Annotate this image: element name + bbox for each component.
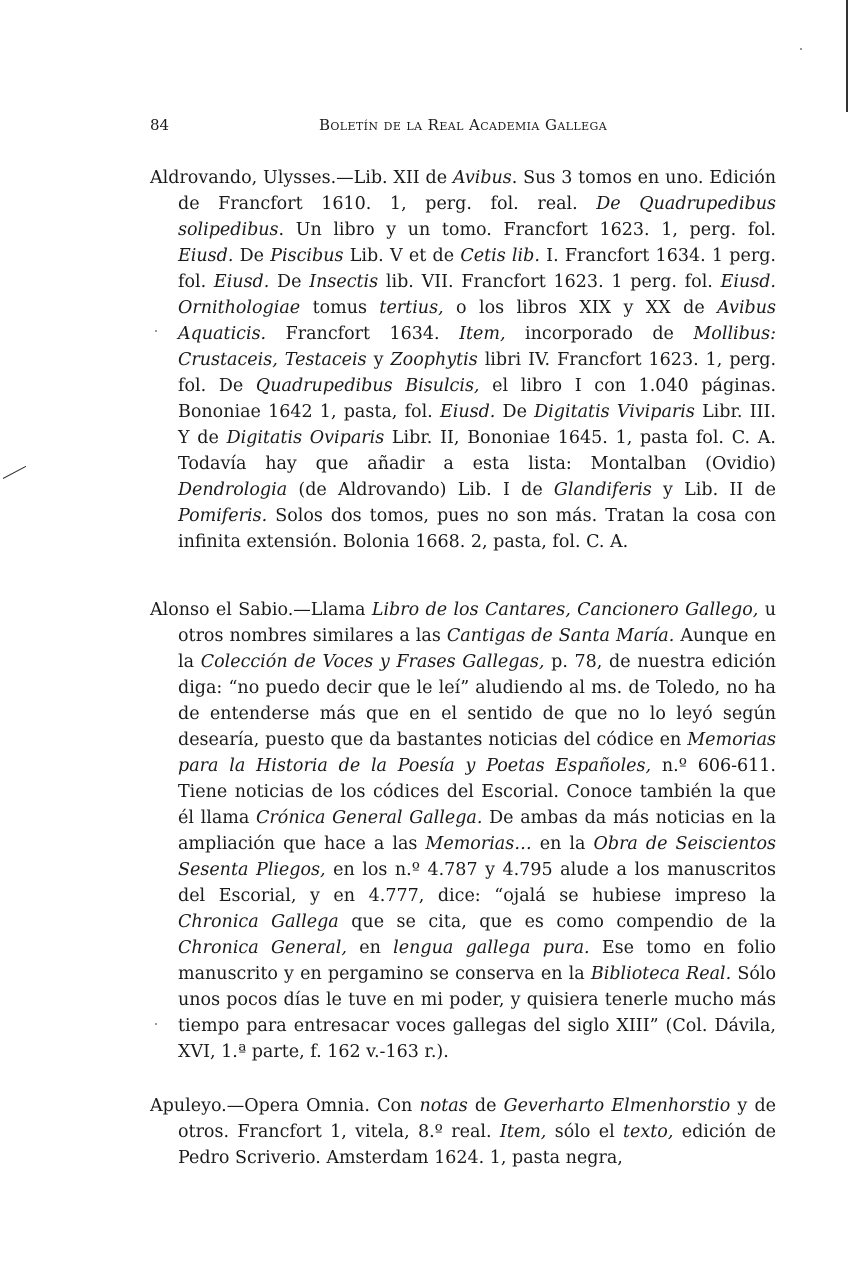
entry-text: Apuleyo.—Opera Omnia. Con bbox=[150, 1096, 420, 1116]
entry-text: De bbox=[495, 402, 535, 422]
italic-title-text: Piscibus bbox=[270, 246, 344, 266]
italic-title-text: tertius, bbox=[379, 298, 444, 318]
entry-text: Ese tomo en folio manuscrito y en pergamino se conserva en la bbox=[178, 938, 776, 984]
page-header bbox=[150, 116, 776, 138]
entry-text: o los libros XIX y XX de bbox=[443, 298, 718, 318]
italic-title-text: Libro de los Cantares, Cancionero Gallego, bbox=[371, 600, 759, 620]
italic-title-text: Mollibus: Crustaceis, Testaceis bbox=[178, 324, 776, 370]
italic-title-text: Obra de Seiscientos Sesenta Pliegos, bbox=[178, 834, 777, 880]
italic-title-text: Eiusd. Ornithologiae bbox=[178, 272, 776, 318]
entry-text: libri IV. Francfort 1623. 1, perg. fol. De bbox=[178, 350, 777, 396]
entry-text: Francfort 1634. bbox=[266, 324, 460, 344]
italic-title-text: lengua gallega pura. bbox=[393, 938, 590, 958]
page-number: 84 bbox=[150, 116, 170, 134]
entry-text: n.º 606-611. Tiene noticias de los códices del Escorial. Conoce también la que él llama bbox=[178, 756, 776, 828]
entry-text: el libro I con 1.040 páginas. Bononiae 1642 1, pasta, fol. bbox=[178, 376, 777, 422]
italic-title-text: Quadrupedibus Bisulcis, bbox=[255, 376, 480, 396]
italic-title-text: Pomiferis. bbox=[178, 506, 268, 526]
entry-text: Lib. V et de bbox=[343, 246, 461, 266]
entry-text: tomus bbox=[300, 298, 380, 318]
italic-title-text: Item, bbox=[459, 324, 506, 344]
italic-title-text: Digitatis Oviparis bbox=[226, 428, 385, 448]
entry-text: que se cita, que es como compendio de la bbox=[338, 912, 776, 932]
entry-text: y de otros. Francfort 1, vitela, 8.º real. bbox=[178, 1096, 777, 1142]
entry-text: . Un libro y un tomo. Francfort 1623. 1, perg. fol. bbox=[278, 220, 776, 240]
italic-title-text: Avibus Aquaticis. bbox=[178, 298, 776, 344]
italic-title-text: Biblioteca Real. bbox=[590, 964, 732, 984]
margin-pencil-mark bbox=[3, 466, 26, 479]
entry-text: Libr. III. Y de bbox=[178, 402, 776, 448]
italic-title-text: Crónica General Gallega. bbox=[256, 808, 483, 828]
entry-text: Aldrovando, Ulysses.—Lib. XII de bbox=[150, 168, 453, 188]
italic-title-text: Digitatis Viviparis bbox=[534, 402, 695, 422]
italic-title-text: Geverharto Elmenhorstio bbox=[503, 1096, 731, 1116]
bibliography-entry-alonso-el-sabio bbox=[150, 597, 776, 1065]
entry-text: u otros nombres similares a las bbox=[178, 600, 776, 646]
entry-text: en bbox=[346, 938, 394, 958]
bibliography-entry-aldrovando bbox=[150, 165, 776, 555]
italic-title-text: Avibus bbox=[452, 168, 512, 188]
italic-title-text: Item, bbox=[499, 1122, 547, 1142]
italic-title-text: Cantigas de Santa María. bbox=[446, 626, 675, 646]
scan-speck bbox=[800, 48, 802, 50]
italic-title-text: Memorias… bbox=[425, 834, 532, 854]
italic-title-text: Eiusd. bbox=[178, 246, 234, 266]
italic-title-text: Colección de Voces y Frases Gallegas, bbox=[200, 652, 545, 672]
italic-title-text: Memorias para la Historia de la Poesía y Poetas Españoles, bbox=[178, 730, 776, 776]
italic-title-text: Eiusd. bbox=[213, 272, 270, 292]
italic-title-text: notas bbox=[419, 1096, 468, 1116]
entry-text: De bbox=[233, 246, 271, 266]
entry-text: Solos dos tomos, pues no son más. Tratan la cosa con infinita extensión. Bolonia 1668. 2, pasta, fol. C. A. bbox=[178, 506, 776, 552]
entry-text: en los n.º 4.787 y 4.795 alude a los manuscritos del Escorial, y en 4.777, dice: “ojalá se hubiese impreso la bbox=[178, 860, 776, 906]
entry-text: lib. VII. Francfort 1623. 1 perg. fol. bbox=[378, 272, 721, 292]
entry-text: p. 78, de nuestra edición diga: “no puedo decir que le leí” aludiendo al ms. de Toledo, no ha de entenderse más que en el sentido de que no lo leyó según desearía, puesto que da bastantes noticias del códice en bbox=[178, 652, 776, 750]
entry-text: Sólo unos pocos días le tuve en mi poder, y quisiera tenerle mucho más tiempo para entresacar voces gallegas del siglo XIII” (Col. Dávila, XVI, 1.ª parte, f. 162 v.-163 r.). bbox=[178, 964, 776, 1062]
entry-text: sólo el bbox=[546, 1122, 624, 1142]
entry-text: incorporado de bbox=[505, 324, 694, 344]
italic-title-text: De Quadrupedibus solipedibus bbox=[178, 194, 776, 240]
entry-text: I. Francfort 1634. 1 perg. fol. bbox=[178, 246, 776, 292]
running-title: Boletín de la Real Academia Gallega bbox=[318, 116, 608, 134]
italic-title-text: texto, bbox=[623, 1122, 674, 1142]
bibliography-entry-apuleyo bbox=[150, 1093, 776, 1171]
entry-text: Aunque en la bbox=[178, 626, 776, 672]
entry-text: (de Aldrovando) Lib. I de bbox=[287, 480, 554, 500]
entry-text: y bbox=[366, 350, 391, 370]
entry-text: Libr. II, Bononiae 1645. 1, pasta fol. C. A. Todavía hay que añadir a esta lista: Montalban (Ovidio) bbox=[178, 428, 776, 474]
entry-text: de bbox=[467, 1096, 504, 1116]
entry-text: en la bbox=[531, 834, 594, 854]
italic-title-text: Zoophytis bbox=[390, 350, 478, 370]
entry-text: . Sus 3 tomos en uno. Edición de Francfort 1610. 1, perg. fol. real. bbox=[178, 168, 777, 214]
scan-edge-line bbox=[846, 0, 848, 112]
entry-text: De bbox=[269, 272, 310, 292]
italic-title-text: Chronica General, bbox=[178, 938, 347, 958]
entry-text: Alonso el Sabio.—Llama bbox=[150, 600, 372, 620]
italic-title-text: Glandiferis bbox=[553, 480, 652, 500]
italic-title-text: Cetis lib. bbox=[460, 246, 540, 266]
entry-text: De ambas da más noticias en la ampliación que hace a las bbox=[178, 808, 777, 854]
italic-title-text: Insectis bbox=[309, 272, 379, 292]
entry-text: y Lib. II de bbox=[651, 480, 776, 500]
italic-title-text: Chronica Gallega bbox=[178, 912, 339, 932]
entry-text: edición de Pedro Scriverio. Amsterdam 1624. 1, pasta negra, bbox=[178, 1122, 777, 1168]
italic-title-text: Eiusd. bbox=[439, 402, 496, 422]
italic-title-text: Dendrologia bbox=[178, 480, 288, 500]
